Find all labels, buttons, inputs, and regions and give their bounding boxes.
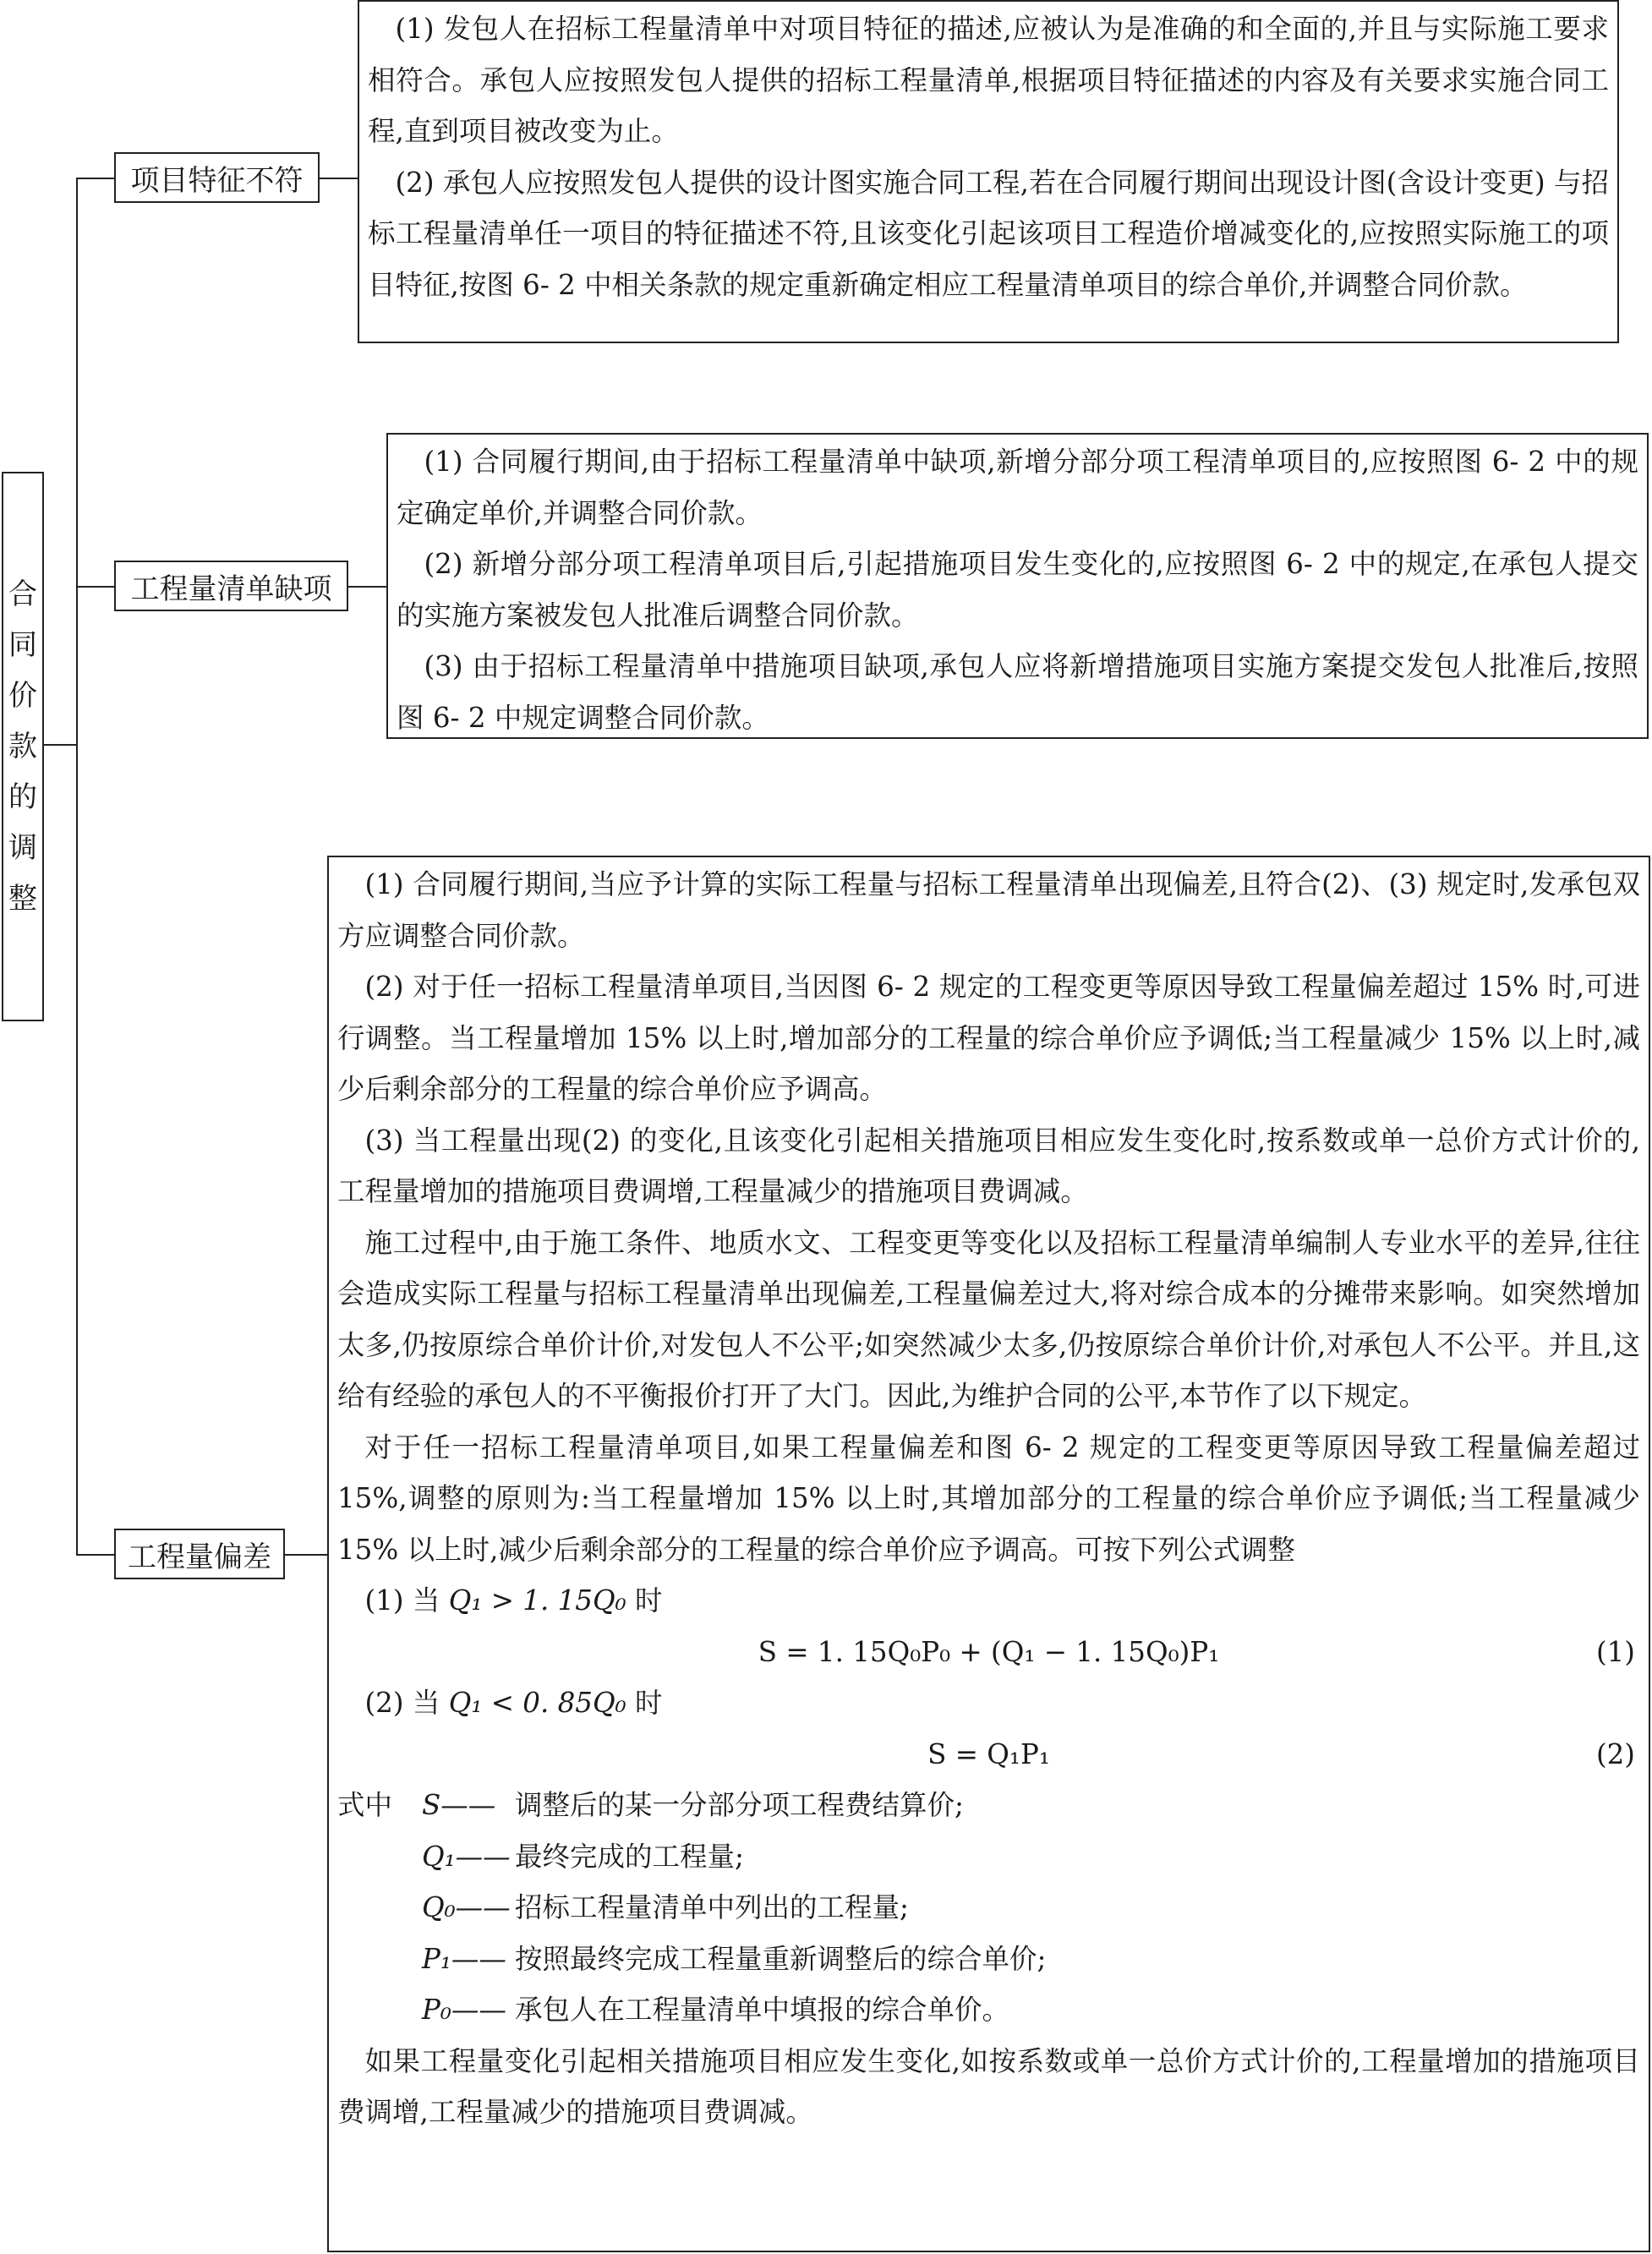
definition-text: 最终完成的工程量; <box>515 1840 744 1873</box>
definition-text: 调整后的某一分部分项工程费结算价; <box>515 1789 964 1821</box>
definition-symbol: P₁—— <box>422 1942 506 1975</box>
paragraph: (2) 对于任一招标工程量清单项目,当因图 6- 2 规定的工程变更等原因导致工程量偏差超过 15% 时,可进行调整。当工程量增加 15% 以上时,增加部分的工程量的综合单价应予调低;当工程量减少 15% 以上时,减少后剩余部分的工程量的综合单价应予调高。 <box>337 971 1640 1105</box>
paragraph: (3) 当工程量出现(2) 的变化,且该变化引起相关措施项目相应发生变化时,按系数或单一总价方式计价的,工程量增加的措施项目费调增,工程量减少的措施项目费调减。 <box>337 1124 1640 1207</box>
root-char: 整 <box>8 882 37 916</box>
branch-title: 工程量偏差 <box>128 1540 271 1574</box>
where-label: 式中 <box>337 1789 393 1821</box>
definition-row <box>337 1780 1640 1831</box>
root-char: 合 <box>8 577 37 611</box>
formula-2 <box>337 1729 1640 1781</box>
formula-number: (1) <box>1595 1635 1635 1668</box>
paragraph: 施工过程中,由于施工条件、地质水文、工程变更等变化以及招标工程量清单编制人专业水平的差异,往往会造成实际工程量与招标工程量清单出现偏差,工程量偏差过大,将对综合成本的分摊带来影响。如突然增加太多,仍按原综合单价计价,对发包人不公平;如突然减少太多,仍按原综合单价计价,对承包人不公平。并且,这给有经验的承包人的不平衡报价打开了大门。因此,为维护合同的公平,本节作了以下规定。 <box>337 1226 1640 1412</box>
case-2-condition: (2) 当 Q₁ < 0. 85Q₀ 时 <box>364 1687 663 1719</box>
connector-1-right <box>320 178 358 179</box>
content-box-missing-items <box>386 433 1649 739</box>
branch-node-quantity-deviation <box>114 1529 285 1579</box>
branch-node-missing-items <box>114 561 348 611</box>
paragraph: (1) 发包人在招标工程量清单中对项目特征的描述,应被认为是准确的和全面的,并且与实际施工要求相符合。承包人应按照发包人提供的招标工程量清单,根据项目特征描述的内容及有关要求实施合同工程,直到项目被改变为止。 <box>368 13 1609 147</box>
trunk-line <box>76 178 78 1556</box>
definition-row <box>337 1984 1640 2036</box>
branch-node-feature-mismatch <box>114 152 320 203</box>
paragraph: 对于任一招标工程量清单项目,如果工程量偏差和图 6- 2 规定的工程变更等原因导致工程量偏差超过 15%,调整的原则为:当工程量增加 15% 以上时,其增加部分的工程量的综合单价应予调低;当工程量减少 15% 以上时,减少后剩余部分的工程量的综合单价应予调高。可按下列公式调整 <box>337 1431 1640 1566</box>
root-char: 调 <box>8 831 37 865</box>
root-connector <box>44 744 78 746</box>
root-node <box>2 472 44 1021</box>
definition-row <box>337 1882 1640 1934</box>
definition-symbol: Q₀—— <box>422 1891 511 1923</box>
formula-number: (2) <box>1595 1737 1635 1770</box>
branch-title: 工程量清单缺项 <box>130 572 332 606</box>
content-box-quantity-deviation <box>327 856 1650 2252</box>
paragraph: (2) 新增分部分项工程清单项目后,引起措施项目发生变化的,应按照图 6- 2 中的规定,在承包人提交的实施方案被发包人批准后调整合同价款。 <box>397 548 1638 632</box>
condition-expression: Q₁ > 1. 15Q₀ <box>448 1584 626 1617</box>
content-box-feature-mismatch <box>358 0 1619 343</box>
formula-expression: S = 1. 15Q₀P₀ + (Q₁ − 1. 15Q₀)P₁ <box>758 1635 1220 1668</box>
connector-2-right <box>348 586 386 588</box>
definition-symbol: Q₁—— <box>422 1840 511 1873</box>
definition-row <box>337 1831 1640 1883</box>
root-char: 价 <box>8 679 37 713</box>
definition-symbol: S—— <box>422 1789 496 1821</box>
paragraph: (1) 合同履行期间,当应予计算的实际工程量与招标工程量清单出现偏差,且符合(2)、(3) 规定时,发承包双方应调整合同价款。 <box>337 868 1640 952</box>
definition-text: 招标工程量清单中列出的工程量; <box>515 1891 909 1923</box>
closing-paragraph: 如果工程量变化引起相关措施项目相应发生变化,如按系数或单一总价方式计价的,工程量增加的措施项目费调增,工程量减少的措施项目费调减。 <box>337 2044 1640 2128</box>
root-char: 同 <box>8 628 37 662</box>
connector-3-left <box>76 1554 114 1556</box>
paragraph: (3) 由于招标工程量清单中措施项目缺项,承包人应将新增措施项目实施方案提交发包人批准后,按照图 6- 2 中规定调整合同价款。 <box>397 650 1638 734</box>
paragraph: (1) 合同履行期间,由于招标工程量清单中缺项,新增分部分项工程清单项目的,应按照图 6- 2 中的规定确定单价,并调整合同价款。 <box>397 446 1638 529</box>
root-char: 款 <box>8 730 37 763</box>
definition-row <box>337 1934 1640 1985</box>
paragraph: (2) 承包人应按照发包人提供的设计图实施合同工程,若在合同履行期间出现设计图(含设计变更) 与招标工程量清单任一项目的特征描述不符,且该变化引起该项目工程造价增减变化的,应按照实际施工的项目特征,按图 6- 2 中相关条款的规定重新确定相应工程量清单项目的综合单价,并调整合同价款。 <box>368 166 1609 301</box>
connector-1-left <box>76 178 114 179</box>
condition-expression: Q₁ < 0. 85Q₀ <box>448 1687 626 1719</box>
branch-title: 项目特征不符 <box>130 163 304 198</box>
root-char: 的 <box>8 780 37 814</box>
definition-text: 承包人在工程量清单中填报的综合单价。 <box>515 1994 1010 2026</box>
definition-text: 按照最终完成工程量重新调整后的综合单价; <box>515 1942 1047 1975</box>
definition-symbol: P₀—— <box>422 1994 506 2026</box>
connector-3-right <box>285 1554 327 1556</box>
formula-expression: S = Q₁P₁ <box>927 1737 1050 1770</box>
connector-2-left <box>76 586 114 588</box>
formula-1 <box>337 1627 1640 1678</box>
case-1-condition: (1) 当 Q₁ > 1. 15Q₀ 时 <box>364 1584 663 1617</box>
